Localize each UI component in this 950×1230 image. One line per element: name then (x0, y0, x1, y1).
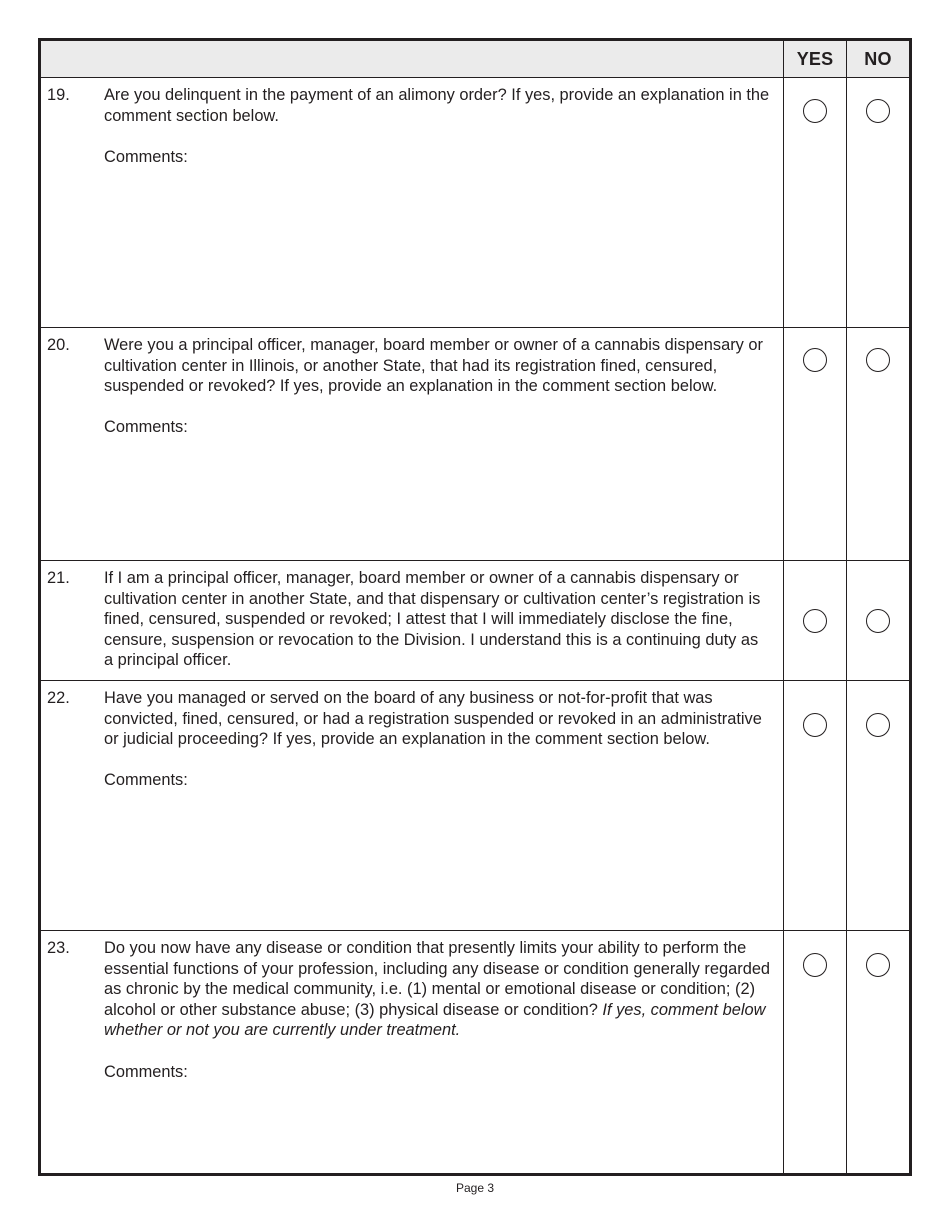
question-number: 22. (47, 689, 70, 707)
question-21-yes-cell (783, 560, 846, 680)
question-text: Are you delinquent in the payment of an alimony order? If yes, provide an explanation in the comment section below. (104, 86, 770, 125)
question-number: 23. (47, 939, 70, 957)
question-22-yes-radio[interactable] (803, 713, 827, 737)
question-21-no-radio[interactable] (866, 609, 890, 633)
no-column-header: NO (846, 41, 909, 77)
question-text: Have you managed or served on the board of any business or not-for-profit that was convicted, fined, censured, or had a registration suspended or revoked in an administrative or judicial proceeding? If yes, provide an explanation in the comment section below. (104, 689, 762, 749)
question-23-yes-radio[interactable] (803, 953, 827, 977)
comments-label: Comments: (104, 418, 188, 437)
question-text-italic: If yes, comment below whether or not you are currently under treatment. (104, 1000, 766, 1040)
header-blank-cell (41, 41, 783, 77)
question-number: 21. (47, 569, 70, 587)
question-20-yes-radio[interactable] (803, 348, 827, 372)
question-19-no-radio[interactable] (866, 99, 890, 123)
question-23-yes-cell (783, 930, 846, 1173)
question-20-no-cell (846, 327, 909, 560)
question-text: Were you a principal officer, manager, board member or owner of a cannabis dispensary or cultivation center in Illinois, or another State, that had its registration fined, censured, suspended or revoked? If yes, provide an explanation in the comment section below. (104, 336, 764, 396)
page-number: Page 3 (455, 1181, 495, 1195)
comments-label: Comments: (104, 147, 188, 166)
comments-label: Comments: (104, 1062, 188, 1081)
questionnaire-table (38, 38, 912, 1176)
question-19 (41, 77, 783, 327)
question-22-no-cell (846, 680, 909, 930)
question-20-yes-cell (783, 327, 846, 560)
question-20-no-radio[interactable] (866, 348, 890, 372)
question-22-yes-cell (783, 680, 846, 930)
question-number: 19. (47, 86, 70, 104)
question-23-no-radio[interactable] (866, 953, 890, 977)
question-21-yes-radio[interactable] (803, 609, 827, 633)
question-23 (41, 930, 783, 1173)
question-21 (41, 560, 783, 680)
question-19-yes-radio[interactable] (803, 99, 827, 123)
question-23-no-cell (846, 930, 909, 1173)
question-22-no-radio[interactable] (866, 713, 890, 737)
question-20 (41, 327, 783, 560)
question-19-no-cell (846, 77, 909, 327)
question-text: Do you now have any disease or condition that presently limits your ability to perform the essential functions of your profession, including any disease or condition generally regarded as chronic by the medical community, i.e. (1) mental or emotional disease or condition; (2) alcohol or other substance abuse; (3) physical disease or condition? (104, 939, 771, 1019)
question-21-no-cell (846, 560, 909, 680)
comments-label: Comments: (104, 771, 188, 790)
question-number: 20. (47, 336, 70, 354)
question-text-block (104, 938, 771, 1041)
question-22 (41, 680, 783, 930)
yes-column-header: YES (783, 41, 846, 77)
question-text: If I am a principal officer, manager, board member or owner of a cannabis dispensary or cultivation center in another State, and that dispensary or cultivation center’s registration is fined, censured, suspended or revoked; I attest that I will immediately disclose the fine, censure, suspension or revocation to the Division. I understand this is a continuing duty as a principal officer. (104, 569, 761, 670)
question-19-yes-cell (783, 77, 846, 327)
